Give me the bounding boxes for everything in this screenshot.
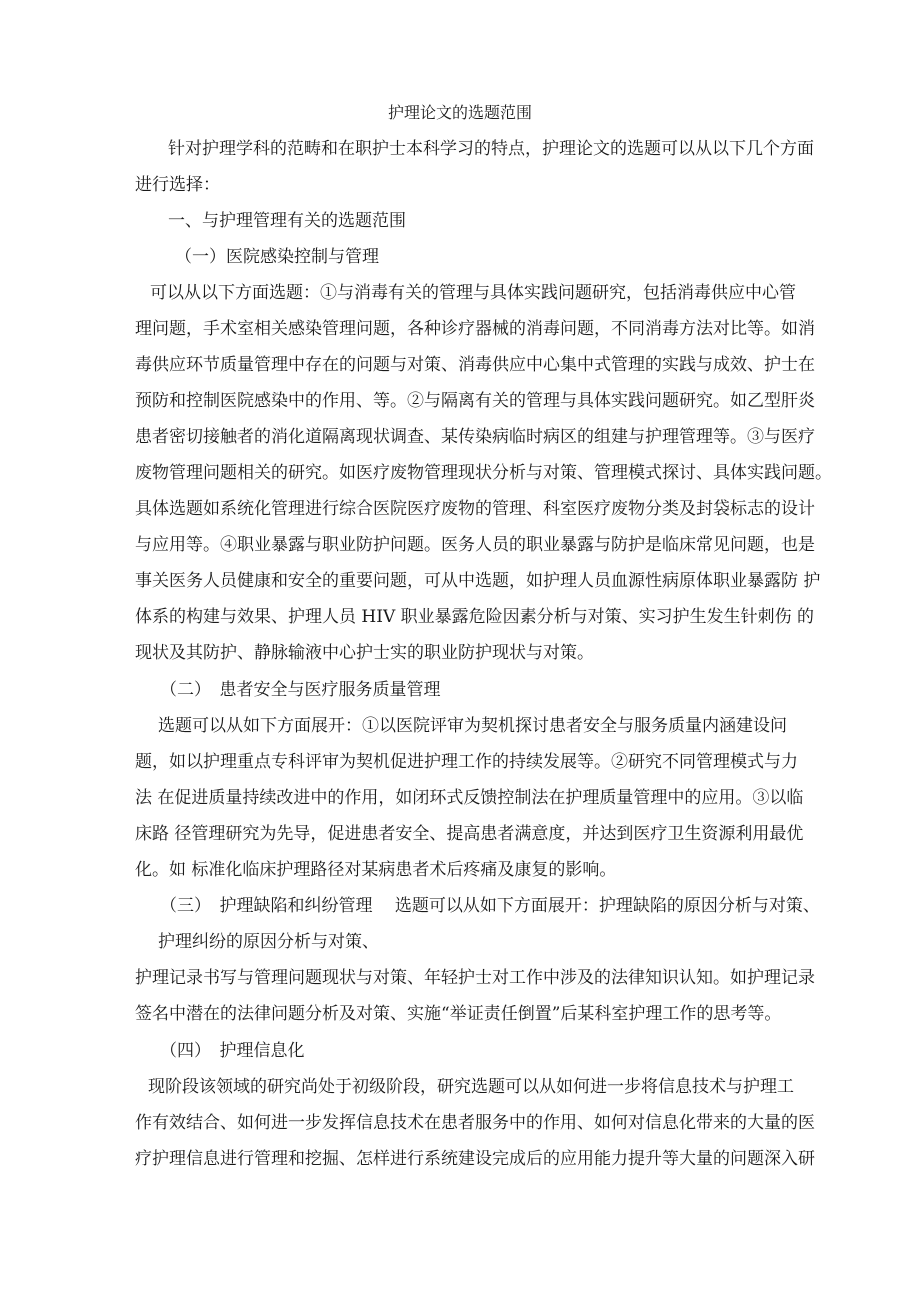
paragraph-line: 现状及其防护、静脉输液中心护士实的职业防护现状与对策。 (135, 643, 594, 663)
paragraph-line: 废物管理问题相关的研究。如医疗废物管理现状分析与对策、管理模式探讨、具体实践问题。 (135, 463, 832, 483)
intro-line: 针对护理学科的范畴和在职护士本科学习的特点，护理论文的选题可以从以下几个方面 (168, 139, 814, 159)
paragraph-line: 题，如以护理重点专科评审为契机促进护理工作的持续发展等。②研究不同管理模式与力 (135, 752, 798, 772)
paragraph-line: 可以从以下方面选题：①与消毒有关的管理与具体实践问题研究，包括消毒供应中心管 (150, 283, 796, 303)
paragraph-line: 体系的构建与效果、护理人员 HIV 职业暴露危险因素分析与对策、实习护生发生针刺伤 的 (135, 607, 815, 627)
paragraph-line: 现阶段该领域的研究尚处于初级阶段，研究选题可以从如何进一步将信息技术与护理工 (148, 1077, 794, 1097)
subsection-heading: （一）医院感染控制与管理 (175, 247, 379, 267)
section-heading: 一、与护理管理有关的选题范围 (168, 211, 406, 231)
paragraph-line: 作有效结合、如何进一步发挥信息技术在患者服务中的作用、如何对信息化带来的大量的医 (135, 1113, 815, 1133)
intro-line: 进行选择： (135, 175, 220, 195)
paragraph-line: 护理记录书写与管理问题现状与对策、年轻护士对工作中涉及的法律知识认知。如护理记录 (135, 968, 815, 988)
paragraph-line: 毒供应环节质量管理中存在的问题与对策、消毒供应中心集中式管理的实践与成效、护士在 (135, 355, 815, 375)
paragraph-line: 患者密切接触者的消化道隔离现状调查、某传染病临时病区的组建与护理管理等。③与医疗 (135, 427, 815, 447)
paragraph-line: 事关医务人员健康和安全的重要问题，可从中选题，如护理人员血源性病原体职业暴露防 护 (135, 571, 821, 591)
subsection-heading: （三） 护理缺陷和纠纷管理 选题可以从如下方面展开：护理缺陷的原因分析与对策、 (160, 896, 820, 916)
paragraph-line: 理问题，手术室相关感染管理问题，各种诊疗器械的消毒问题，不同消毒方法对比等。如消 (135, 319, 815, 339)
paragraph-line: 具体选题如系统化管理进行综合医院医疗废物的管理、科室医疗废物分类及封袋标志的设计 (135, 499, 815, 519)
paragraph-line: 法 在促进质量持续改进中的作用，如闭环式反馈控制法在护理质量管理中的应用。③以临 (135, 788, 804, 808)
paragraph-line: 疗护理信息进行管理和挖掘、怎样进行系统建设完成后的应用能力提升等大量的问题深入研 (135, 1149, 815, 1169)
paragraph-line: 床路 径管理研究为先导，促进患者安全、提高患者满意度，并达到医疗卫生资源利用最优 (135, 824, 804, 844)
document-title: 护理论文的选题范围 (387, 103, 532, 122)
paragraph-line: 护理纠纷的原因分析与对策、 (158, 932, 379, 952)
paragraph-line: 选题可以从如下方面展开：①以医院评审为契机探讨患者安全与服务质量内涵建设问 (158, 716, 787, 736)
subsection-heading: （二） 患者安全与医疗服务质量管理 (160, 680, 441, 700)
paragraph-line: 化。如 标准化临床护理路径对某病患者术后疼痛及康复的影响。 (135, 860, 617, 880)
paragraph-line: 签名中潜在的法律问题分析及对策、实施“举证责任倒置”后某科室护理工作的思考等。 (135, 1004, 782, 1024)
paragraph-line: 预防和控制医院感染中的作用、等。②与隔离有关的管理与具体实践问题研究。如乙型肝炎 (135, 391, 815, 411)
subsection-heading: （四） 护理信息化 (160, 1041, 305, 1061)
paragraph-line: 与应用等。④职业暴露与职业防护问题。医务人员的职业暴露与防护是临床常见问题，也是 (135, 535, 815, 555)
